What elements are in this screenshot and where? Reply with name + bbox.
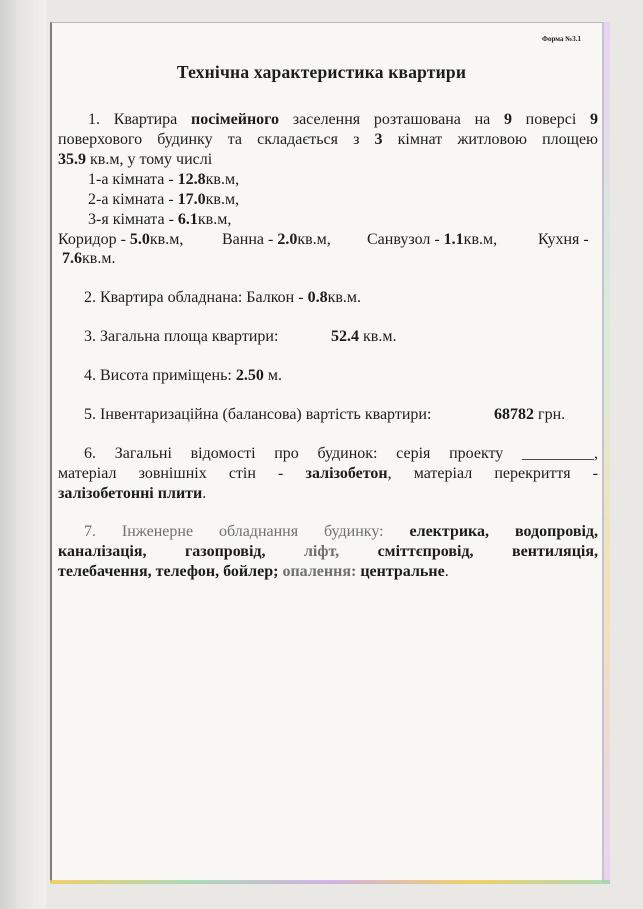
page-edge-right xyxy=(604,22,610,884)
item6-line1: 6. Загальні відомості про будинок: серія проекту _________, xyxy=(84,445,598,462)
item7-line3: телебачення, телефон, бойлер; опалення: центральне. xyxy=(58,563,449,580)
item3-label: 3. Загальна площа квартири: xyxy=(84,328,279,345)
item7-line2: каналізація, газопровід, ліфт, сміттєпровід, вентиляція, xyxy=(58,543,599,560)
aux-bath: Ванна - 2.0кв.м, xyxy=(222,231,331,248)
item3-value: 52.4 кв.м. xyxy=(331,328,397,345)
aux-corridor: Коридор - 5.0кв.м, xyxy=(58,231,184,248)
room-3: 3-я кімната - 6.1кв.м, xyxy=(88,211,232,228)
item6-line2: матеріал зовнішніх стін - залізобетон, матеріал перекриття - xyxy=(58,465,599,482)
aux-kitchen-value: 7.6кв.м. xyxy=(62,250,116,267)
item5-label: 5. Інвентаризаційна (балансова) вартість квартири: xyxy=(84,406,432,423)
aux-wc: Санвузол - 1.1кв.м, xyxy=(367,231,498,248)
room-1: 1-а кімната - 12.8кв.м, xyxy=(88,171,240,188)
item1-line2: поверхового будинку та складається з 3 кімнат житловою площею xyxy=(58,131,598,148)
item6-line3: залізобетонні плити. xyxy=(58,485,207,502)
form-number: Форма №3.1 xyxy=(542,35,582,43)
item4: 4. Висота приміщень: 2.50 м. xyxy=(84,367,282,384)
aux-kitchen-label: Кухня - xyxy=(538,231,589,248)
item2: 2. Квартира обладнана: Балкон - 0.8кв.м. xyxy=(84,289,362,306)
scan-binding-shadow xyxy=(0,0,46,909)
item5-value: 68782 грн. xyxy=(494,406,566,423)
page-edge-bottom xyxy=(50,880,610,884)
item1-line3: 35.9 кв.м, у тому числі xyxy=(58,151,213,168)
item7-line1: 7. Інженерне обладнання будинку: електрика, водопровід, xyxy=(84,523,598,540)
room-2: 2-а кімната - 17.0кв.м, xyxy=(88,191,240,208)
page-title: Технічна характеристика квартири xyxy=(176,62,467,82)
item1-line1: 1. Квартира посімейного заселення розташована на 9 поверсі 9 xyxy=(88,111,599,128)
